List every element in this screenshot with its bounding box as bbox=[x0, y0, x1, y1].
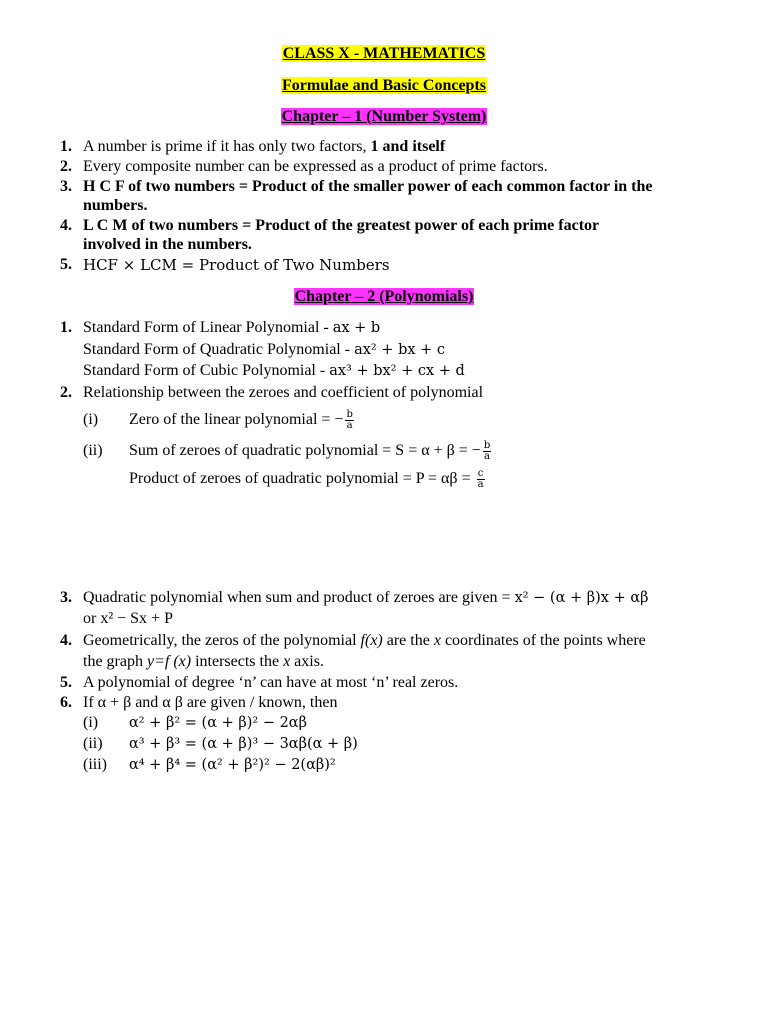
ch1-item4-line2: involved in the numbers. bbox=[83, 236, 252, 253]
item4-text-a: Geometrically, the zeros of the polynomial bbox=[83, 632, 361, 649]
item4-text-e: intersects the bbox=[191, 653, 284, 670]
cubic-label: Standard Form of Cubic Polynomial - bbox=[83, 362, 330, 379]
ch2-item2-product bbox=[129, 469, 485, 490]
sum-zeroes-text: Sum of zeroes of quadratic polynomial = S = α + β = − bbox=[129, 442, 481, 460]
cubic-expression: ax³ + bx² + cx + d bbox=[329, 363, 465, 379]
ch1-item1-number: 1. bbox=[60, 138, 72, 155]
ch2-item6-iii-label: (iii) bbox=[83, 756, 107, 773]
ch2-item6-i-expression: α² + β² = (α + β)² − 2αβ bbox=[129, 715, 307, 731]
linear-zero-fraction bbox=[345, 410, 353, 431]
quadratic-expression: ax² + bx + c bbox=[354, 342, 446, 358]
ch2-item4-line1 bbox=[83, 631, 646, 651]
chapter2-heading bbox=[0, 287, 768, 307]
ch2-item6-iii-expression: α⁴ + β⁴ = (α² + β²)² − 2(αβ)² bbox=[129, 757, 336, 773]
item4-text-f: axis. bbox=[290, 653, 324, 670]
fraction-denominator: a bbox=[346, 420, 353, 431]
ch2-item2-i-label: (i) bbox=[83, 411, 99, 428]
ch2-cubic-form bbox=[83, 361, 465, 381]
ch2-item1-number: 1. bbox=[60, 319, 72, 336]
title-text: CLASS X - MATHEMATICS bbox=[282, 45, 486, 62]
ch1-item2-number: 2. bbox=[60, 158, 72, 175]
ch2-item5-number: 5. bbox=[60, 674, 72, 691]
document-subtitle bbox=[0, 76, 768, 96]
item4-x: x bbox=[433, 632, 441, 649]
ch2-item2-i bbox=[129, 410, 354, 431]
chapter2-heading-text: Chapter – 2 (Polynomials) bbox=[294, 288, 474, 305]
item4-text-c: coordinates of the points where bbox=[440, 632, 646, 649]
subtitle-text: Formulae and Basic Concepts bbox=[282, 77, 486, 94]
linear-expression: ax + b bbox=[332, 320, 381, 336]
chapter1-heading-text: Chapter – 1 (Number System) bbox=[281, 108, 487, 125]
ch2-quadratic-form bbox=[83, 340, 445, 360]
ch2-item2-number: 2. bbox=[60, 384, 72, 401]
ch2-item5-text: A polynomial of degree ‘n’ can have at most ‘n’ real zeros. bbox=[83, 674, 459, 691]
ch1-item4-number: 4. bbox=[60, 217, 72, 234]
ch1-item5-number: 5. bbox=[60, 256, 72, 273]
product-zeroes-text: Product of zeroes of quadratic polynomial = P = αβ = bbox=[129, 470, 475, 488]
item4-fx: f(x) bbox=[360, 632, 383, 649]
quadratic-given-text: Quadratic polynomial when sum and product of zeroes are given = bbox=[83, 589, 515, 606]
fraction-numerator: c bbox=[477, 468, 484, 479]
ch1-item1-text: A number is prime if it has only two factors, bbox=[83, 138, 371, 155]
ch1-item4-line1: L C M of two numbers = Product of the greatest power of each prime factor bbox=[83, 217, 600, 234]
item4-yfx: y=f (x) bbox=[146, 653, 192, 670]
ch2-item3 bbox=[83, 588, 649, 608]
fraction-denominator: a bbox=[477, 479, 484, 490]
ch1-item2-text: Every composite number can be expressed as a product of prime factors. bbox=[83, 158, 548, 175]
ch2-item4-number: 4. bbox=[60, 632, 72, 649]
sum-zeroes-fraction bbox=[483, 441, 491, 462]
document-title bbox=[0, 44, 768, 64]
ch1-item5-text: HCF × LCM = Product of Two Numbers bbox=[83, 256, 390, 274]
ch2-item6-ii-label: (ii) bbox=[83, 735, 103, 752]
ch2-item6-text: If α + β and α β are given / known, then bbox=[83, 694, 338, 711]
item4-x2: x bbox=[283, 653, 291, 670]
ch2-item2-text: Relationship between the zeroes and coefficient of polynomial bbox=[83, 384, 484, 401]
ch2-item3-number: 3. bbox=[60, 589, 72, 606]
chapter1-heading bbox=[0, 107, 768, 127]
fraction-numerator: b bbox=[346, 409, 353, 420]
ch2-item2-ii bbox=[129, 441, 491, 462]
item4-text-d: the graph bbox=[83, 653, 147, 670]
ch2-item3-line2: or x² − Sx + P bbox=[83, 610, 173, 627]
ch1-item1-bold: 1 and itself bbox=[370, 138, 446, 155]
ch1-item3-number: 3. bbox=[60, 178, 72, 195]
ch2-item4-line2 bbox=[83, 652, 324, 672]
fraction-numerator: b bbox=[483, 440, 491, 451]
ch2-linear-form bbox=[83, 318, 380, 338]
quadratic-label: Standard Form of Quadratic Polynomial - bbox=[83, 341, 355, 358]
ch2-item6-number: 6. bbox=[60, 694, 72, 711]
ch1-item3-line2: numbers. bbox=[83, 197, 148, 214]
ch2-item6-ii-expression: α³ + β³ = (α + β)³ − 3αβ(α + β) bbox=[129, 736, 358, 752]
ch2-item6-i-label: (i) bbox=[83, 714, 99, 731]
item4-text-b: are the bbox=[382, 632, 434, 649]
fraction-denominator: a bbox=[484, 451, 490, 462]
ch2-item2-ii-label: (ii) bbox=[83, 442, 103, 459]
ch1-item3-line1: H C F of two numbers = Product of the smaller power of each common factor in the bbox=[83, 178, 653, 195]
product-zeroes-fraction bbox=[477, 469, 485, 490]
linear-label: Standard Form of Linear Polynomial - bbox=[83, 319, 333, 336]
ch1-item1 bbox=[83, 137, 445, 157]
linear-zero-text: Zero of the linear polynomial = − bbox=[129, 411, 344, 429]
quadratic-given-expression: x² − (α + β)x + αβ bbox=[514, 590, 649, 606]
